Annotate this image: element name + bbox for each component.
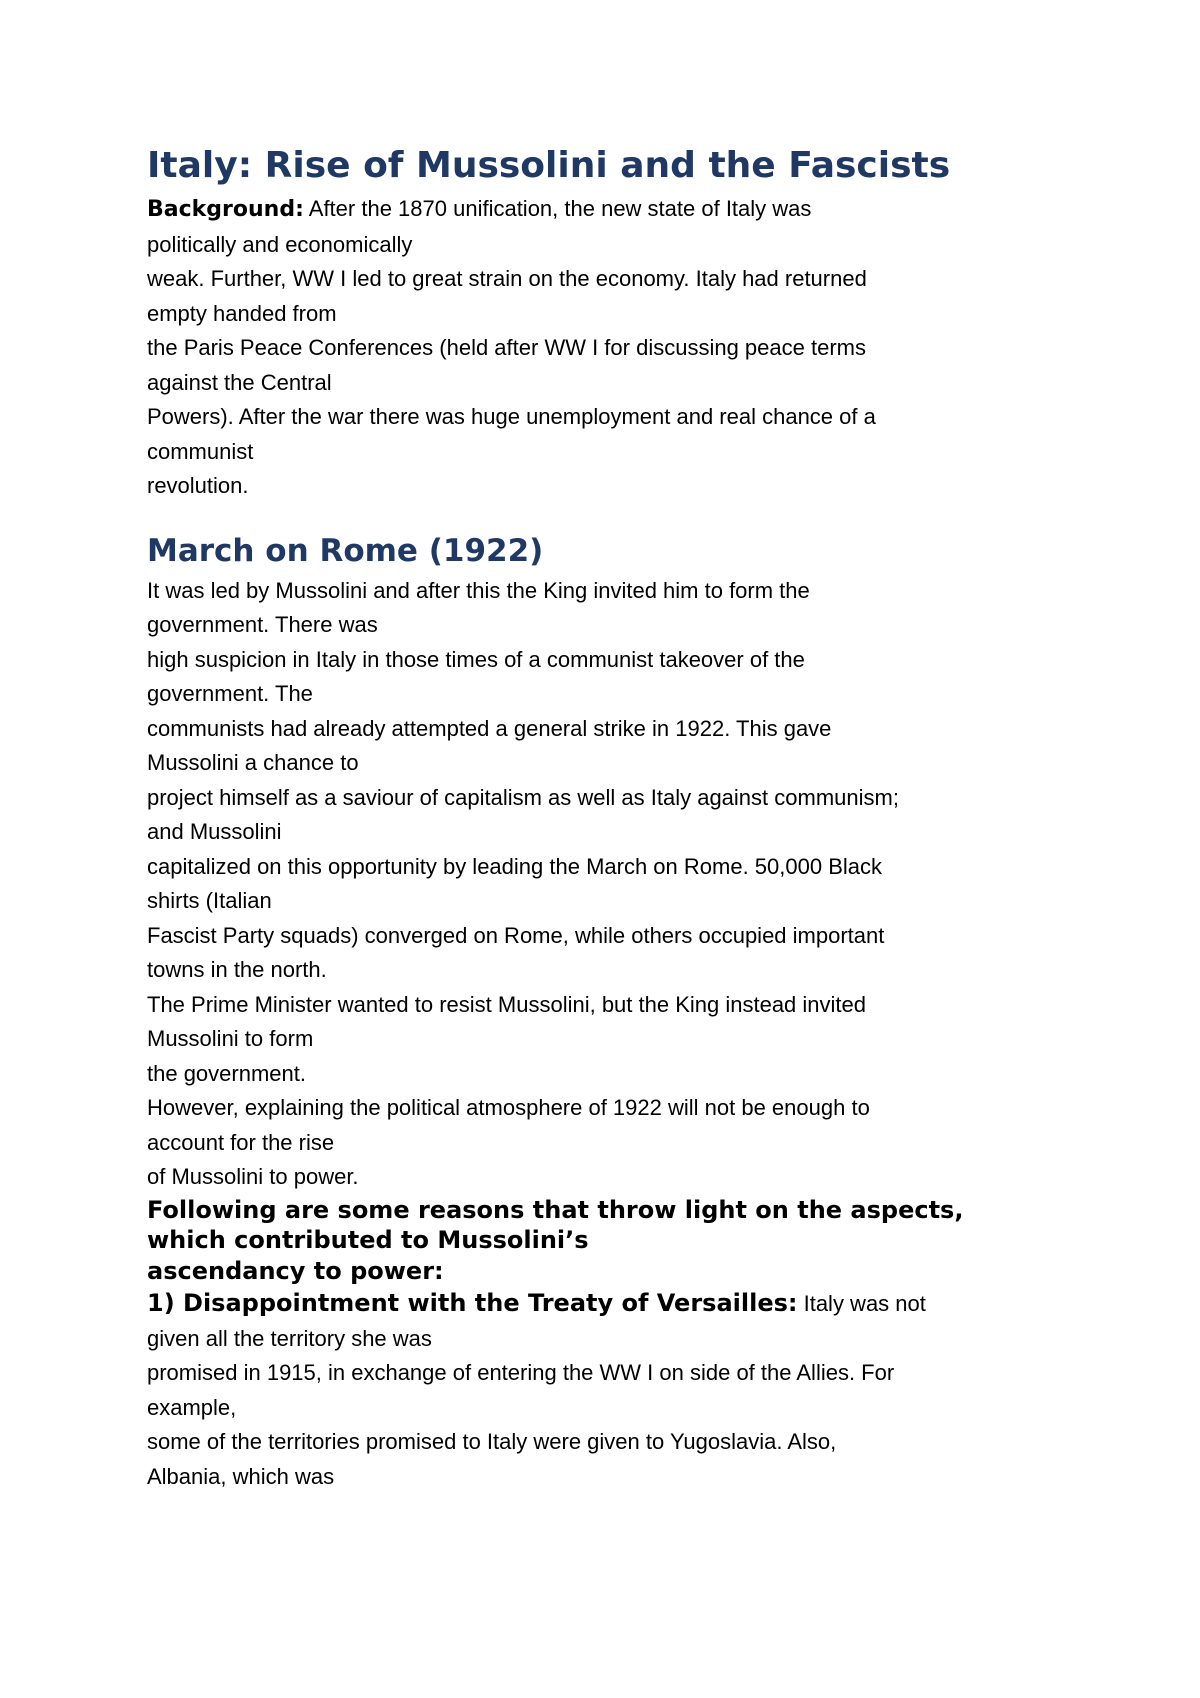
- text-line: which contributed to Mussolini’s: [147, 1226, 589, 1254]
- text-line: government. The: [147, 681, 313, 706]
- march-paragraph: [147, 574, 1067, 1195]
- point-1-lead: 1) Disappointment with the Treaty of Versailles:: [147, 1289, 798, 1317]
- text-line: given all the territory she was: [147, 1325, 432, 1351]
- text-line: weak. Further, WW I led to great strain on the economy. Italy had returned: [147, 266, 867, 291]
- reasons-intro: [147, 1195, 1067, 1287]
- text-line: Powers). After the war there was huge unemployment and real chance of a: [147, 404, 876, 429]
- background-lead: Background:: [147, 197, 304, 222]
- text-line: capitalized on this opportunity by leading the March on Rome. 50,000 Black: [147, 853, 882, 879]
- text-line: Mussolini to form: [147, 1026, 314, 1051]
- text-line: high suspicion in Italy in those times of a communist takeover of the: [147, 646, 805, 672]
- text-line: Italy was not: [797, 1291, 926, 1316]
- section-heading-march-on-rome: March on Rome (1922): [147, 532, 544, 569]
- text-line: project himself as a saviour of capitalism as well as Italy against communism;: [147, 784, 899, 810]
- text-line: ascendancy to power:: [147, 1256, 444, 1285]
- text-line: revolution.: [147, 473, 249, 498]
- text-line: promised in 1915, in exchange of entering the WW I on side of the Allies. For: [147, 1360, 895, 1385]
- text-line: empty handed from: [147, 300, 337, 326]
- text-line: account for the rise: [147, 1129, 335, 1155]
- document-title: Italy: Rise of Mussolini and the Fascists: [147, 145, 951, 186]
- background-paragraph: [147, 192, 1067, 504]
- text-line: shirts (Italian: [147, 888, 272, 913]
- text-line: After the 1870 unification, the new state of Italy was: [303, 196, 812, 221]
- text-line: towns in the north.: [147, 957, 327, 982]
- text-line: Albania, which was: [147, 1463, 335, 1489]
- text-line: of Mussolini to power.: [147, 1164, 359, 1189]
- background-first-line: [147, 192, 1067, 228]
- text-line: communist: [147, 438, 254, 464]
- point-1-first-line: [147, 1286, 1067, 1322]
- text-line: Mussolini a chance to: [147, 750, 359, 775]
- text-line: and Mussolini: [147, 819, 282, 844]
- text-line: It was led by Mussolini and after this the King invited him to form the: [147, 577, 810, 603]
- text-line: The Prime Minister wanted to resist Mussolini, but the King instead invited: [147, 991, 866, 1017]
- text-line: communists had already attempted a general strike in 1922. This gave: [147, 715, 832, 741]
- point-1-paragraph: [147, 1286, 1067, 1494]
- text-line: against the Central: [147, 369, 332, 395]
- text-line: Fascist Party squads) converged on Rome, while others occupied important: [147, 922, 885, 948]
- text-line: some of the territories promised to Italy were given to Yugoslavia. Also,: [147, 1429, 837, 1454]
- text-line: the government.: [147, 1060, 306, 1086]
- text-line: example,: [147, 1394, 237, 1420]
- text-line: government. There was: [147, 612, 378, 637]
- text-line: However, explaining the political atmosphere of 1922 will not be enough to: [147, 1095, 870, 1120]
- text-line: the Paris Peace Conferences (held after WW I for discussing peace terms: [147, 335, 866, 360]
- text-line: politically and economically: [147, 231, 413, 257]
- document-page: [147, 140, 1067, 1494]
- text-line: Following are some reasons that throw light on the aspects,: [147, 1195, 964, 1224]
